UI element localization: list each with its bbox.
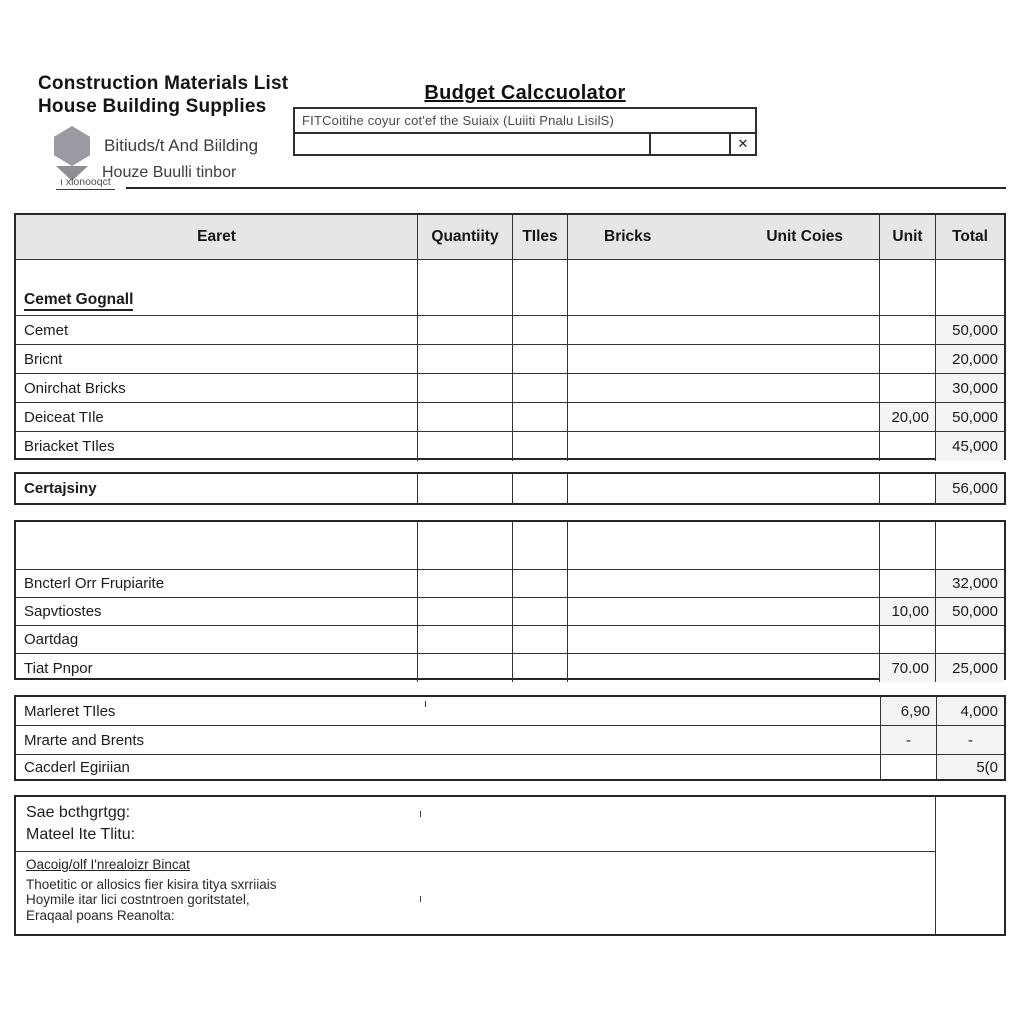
empty-cell <box>568 403 880 432</box>
empty-cell <box>418 522 513 570</box>
empty-cell <box>418 654 513 682</box>
unit-cell <box>880 626 936 654</box>
calculator-input[interactable] <box>295 134 649 154</box>
row-name: Deiceat TIle <box>16 403 418 432</box>
notes-line: Mateel Ite Tlitu: <box>26 826 136 843</box>
notes-block <box>14 795 1006 936</box>
empty-cell <box>568 474 880 503</box>
page-title-line2: House Building Supplies <box>38 96 267 117</box>
column-header-tiles: TIles <box>513 215 568 260</box>
empty-cell <box>513 374 568 403</box>
close-icon[interactable]: ✕ <box>729 134 755 154</box>
empty-cell <box>418 260 513 316</box>
empty-cell <box>513 474 568 503</box>
unit-cell <box>881 755 937 779</box>
notes-line: Eraqaal poans Reanolta: <box>26 907 175 923</box>
page-title <box>38 72 288 118</box>
empty-cell <box>418 345 513 374</box>
brand-label-2: Houze Buulli tinbor <box>102 164 237 181</box>
row-name: Onirchat Bricks <box>16 374 418 403</box>
empty-cell <box>568 522 880 570</box>
empty-cell <box>418 626 513 654</box>
total-cell: 50,000 <box>936 316 1004 345</box>
stray-mark: ı <box>419 893 423 905</box>
subtotal-label: Certajsiny <box>16 474 418 503</box>
empty-cell <box>513 570 568 598</box>
total-cell: 32,000 <box>936 570 1004 598</box>
empty-cell <box>568 432 880 461</box>
stray-mark: ı <box>419 808 423 820</box>
total-cell: 25,000 <box>936 654 1004 682</box>
notes-right-cell <box>936 797 1004 934</box>
row-name: Briacket TIles <box>16 432 418 461</box>
row-name: Cacderl Egiriian <box>16 755 881 779</box>
row-name: Oartdag <box>16 626 418 654</box>
notes-line: Thoetitic or allosics fier kisira titya sxrriiais <box>26 876 277 892</box>
empty-cell <box>568 626 880 654</box>
column-header-earet: Earet <box>16 215 418 260</box>
unit-cell <box>880 374 936 403</box>
total-cell: 20,000 <box>936 345 1004 374</box>
column-header-unit-coies: Unit Coies <box>766 228 843 245</box>
empty-cell <box>880 522 936 570</box>
calculator-title: Budget Calccuolator <box>424 82 626 104</box>
group-row-label: Cemet Gognall <box>16 260 418 316</box>
brand-row-1 <box>54 126 258 166</box>
stray-mark: ı <box>424 698 428 710</box>
total-cell: 30,000 <box>936 374 1004 403</box>
empty-cell <box>568 598 880 626</box>
column-header-total: Total <box>936 215 1004 260</box>
empty-cell <box>418 598 513 626</box>
header-divider <box>126 187 1006 189</box>
empty-cell <box>418 374 513 403</box>
total-cell: 50,000 <box>936 403 1004 432</box>
unit-cell <box>880 345 936 374</box>
unit-cell: 6,90 <box>881 697 937 726</box>
total-cell: - <box>937 726 1004 755</box>
unit-cell <box>880 570 936 598</box>
empty-cell <box>568 654 880 682</box>
total-cell: 50,000 <box>936 598 1004 626</box>
calculator-secondary-cell[interactable] <box>649 134 729 154</box>
empty-cell <box>513 522 568 570</box>
empty-cell <box>513 316 568 345</box>
empty-cell <box>16 522 418 570</box>
row-name: Marleret TIles <box>16 697 881 726</box>
calculator-box <box>293 107 757 156</box>
empty-cell <box>880 260 936 316</box>
empty-cell <box>568 374 880 403</box>
empty-cell <box>513 654 568 682</box>
calculator-entry-row <box>295 134 755 154</box>
notes-bottom-section <box>16 852 935 934</box>
subtotal-row <box>14 472 1006 505</box>
unit-cell: 10,00 <box>880 598 936 626</box>
empty-cell <box>568 260 880 316</box>
row-name: Cemet <box>16 316 418 345</box>
unit-cell <box>880 432 936 461</box>
unit-cell: - <box>881 726 937 755</box>
total-cell: 5(0 <box>937 755 1004 779</box>
empty-cell <box>568 570 880 598</box>
row-name: Bricnt <box>16 345 418 374</box>
subtotal-total-cell: 56,000 <box>936 474 1004 503</box>
empty-cell <box>936 260 1004 316</box>
empty-cell <box>568 316 880 345</box>
empty-cell <box>513 432 568 461</box>
empty-cell <box>513 403 568 432</box>
unit-cell <box>880 316 936 345</box>
empty-cell <box>418 403 513 432</box>
column-header-quantity: Quantiity <box>418 215 513 260</box>
empty-cell <box>513 626 568 654</box>
notes-line: Sae bcthgrtgg: <box>26 804 131 821</box>
row-name: Tiat Pnpor <box>16 654 418 682</box>
unit-cell: 20,00 <box>880 403 936 432</box>
page-title-line1: Construction Materials List <box>38 73 289 94</box>
empty-cell <box>513 345 568 374</box>
column-header-bricks-unitcoies <box>568 215 880 260</box>
fine-print: ı xionooqct <box>56 176 115 190</box>
total-cell <box>936 626 1004 654</box>
calculator-hint: FITCoitihe coyur cot'ef the Suiaix (Luiiti Pnalu LisilS) <box>295 109 755 134</box>
notes-line: Hoymile itar lici costntroen goritstatel, <box>26 892 250 907</box>
notes-link[interactable]: Oacoig/olf I'nrealoizr Bincat <box>26 857 190 872</box>
empty-cell <box>418 316 513 345</box>
empty-cell <box>418 474 513 503</box>
total-cell: 45,000 <box>936 432 1004 461</box>
notes-left <box>16 797 936 934</box>
empty-cell <box>418 570 513 598</box>
row-name: Sapvtiostes <box>16 598 418 626</box>
row-name: Mrarte and Brents <box>16 726 881 755</box>
empty-cell <box>513 598 568 626</box>
empty-cell <box>936 522 1004 570</box>
brand-label-1: Bitiuds/t And Biilding <box>104 136 259 155</box>
notes-top-section <box>16 797 935 852</box>
hexagon-icon <box>54 126 90 166</box>
row-name: Bncterl Orr Frupiarite <box>16 570 418 598</box>
unit-cell: 70.00 <box>880 654 936 682</box>
tertiary-table <box>14 695 1006 781</box>
empty-cell <box>418 432 513 461</box>
total-cell: 4,000 <box>937 697 1004 726</box>
column-header-bricks: Bricks <box>604 228 652 245</box>
empty-cell <box>513 260 568 316</box>
empty-cell <box>568 345 880 374</box>
column-header-unit: Unit <box>880 215 936 260</box>
secondary-table <box>14 520 1006 680</box>
materials-table <box>14 213 1006 460</box>
unit-cell <box>880 474 936 503</box>
